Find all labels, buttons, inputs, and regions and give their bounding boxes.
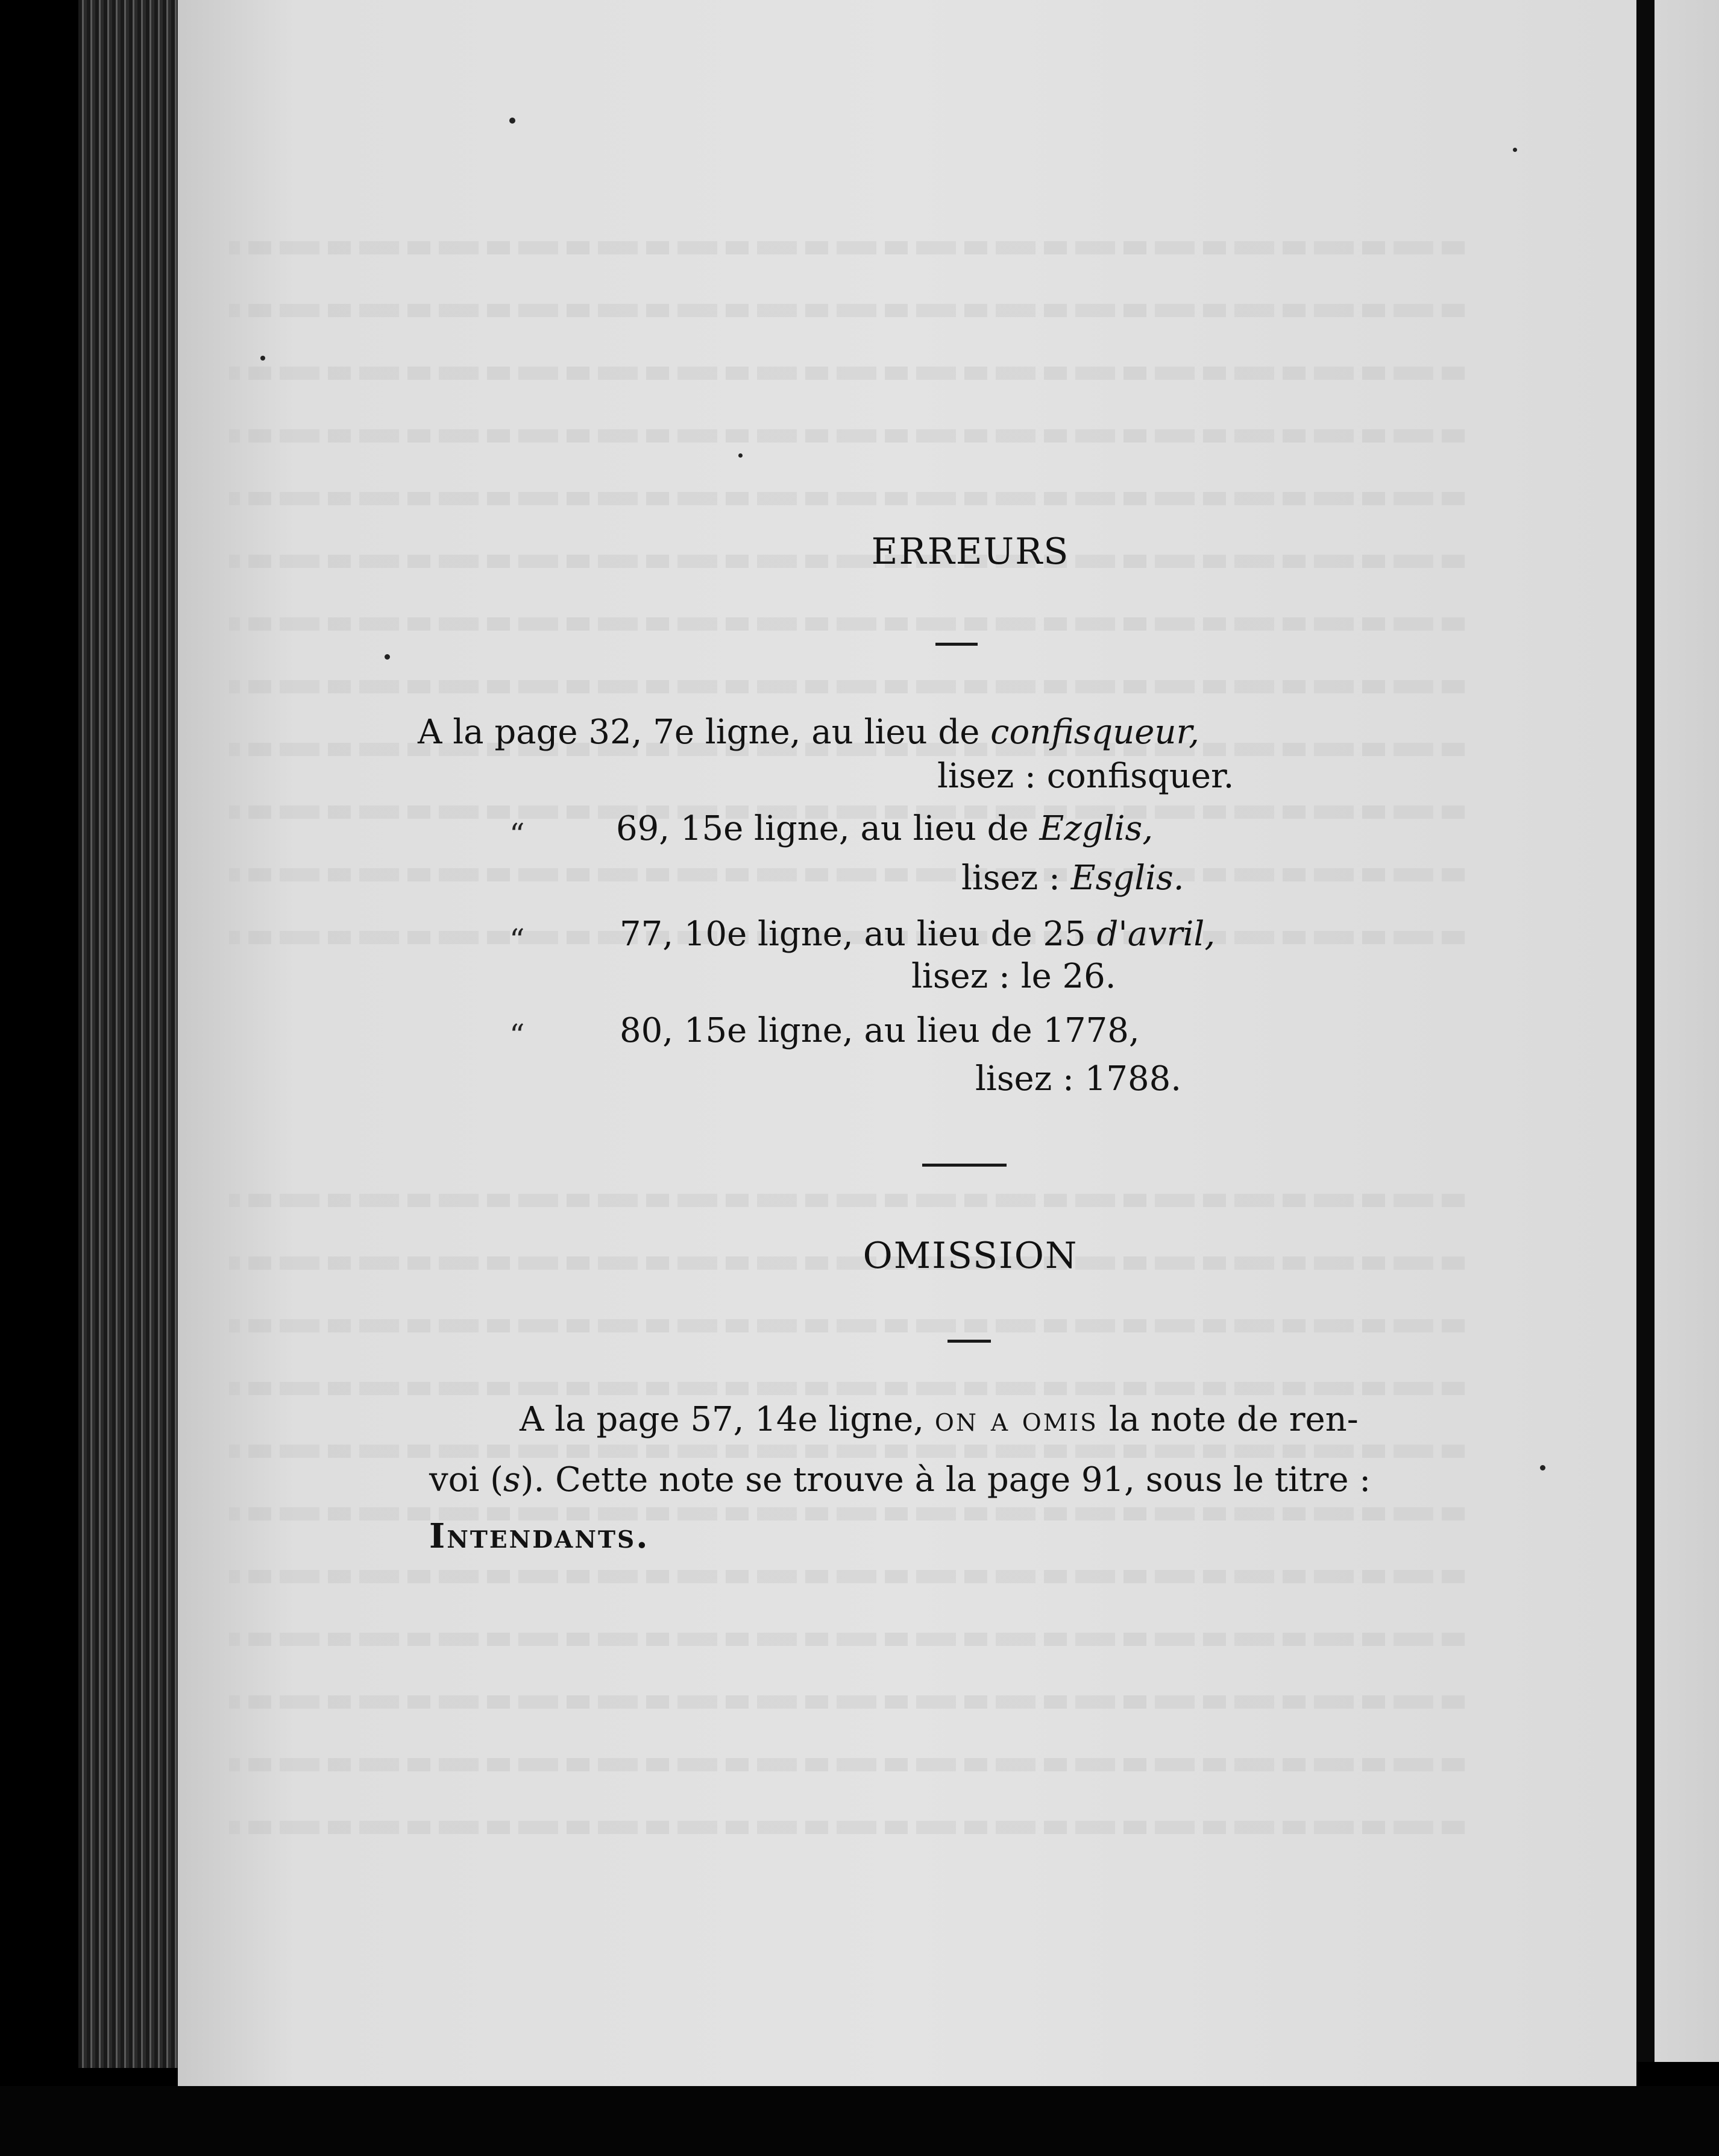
facing-page-edge <box>1636 0 1719 2062</box>
ditto-mark: “ <box>509 1018 525 1053</box>
omission-line-2: voi (s). Cette note se trouve à la page 91, sous le titre : <box>429 1460 1371 1499</box>
short-rule <box>947 1340 991 1343</box>
omission-heading: OMISSION <box>863 1235 1078 1277</box>
erratum-entry-4-line-2: lisez : 1788. <box>975 1059 1182 1098</box>
errors-heading: ERREURS <box>871 531 1070 573</box>
scan-speck <box>738 453 743 458</box>
scan-border <box>0 2086 1719 2156</box>
erratum-entry-3-line-1: 77, 10e ligne, au lieu de 25 d'avril, <box>620 915 1216 954</box>
scan-speck <box>509 118 515 124</box>
bleed-through-top <box>229 223 1465 976</box>
erratum-entry-2-line-1: 69, 15e ligne, au lieu de Ezglis, <box>616 809 1154 848</box>
scan-speck <box>260 356 265 361</box>
omission-line-1: A la page 57, 14e ligne, on a omis la note de ren- <box>520 1400 1359 1439</box>
section-separator <box>922 1164 1007 1167</box>
omission-line-3: Intendants. <box>429 1516 650 1556</box>
erratum-entry-1-line-1: A la page 32, 7e ligne, au lieu de confisqueur, <box>418 713 1199 752</box>
scan-speck <box>1540 1465 1545 1470</box>
erratum-entry-4-line-1: 80, 15e ligne, au lieu de 1778, <box>620 1011 1140 1050</box>
erratum-entry-1-line-2: lisez : confisquer. <box>937 757 1234 796</box>
ditto-mark: “ <box>509 922 525 957</box>
erratum-entry-2-line-2: lisez : Esglis. <box>961 859 1184 898</box>
scan-speck <box>385 654 390 660</box>
scan-speck <box>1513 148 1517 152</box>
ditto-mark: “ <box>509 817 525 852</box>
short-rule <box>935 643 978 646</box>
book-page-edges <box>78 0 181 2068</box>
erratum-entry-3-line-2: lisez : le 26. <box>911 957 1116 996</box>
